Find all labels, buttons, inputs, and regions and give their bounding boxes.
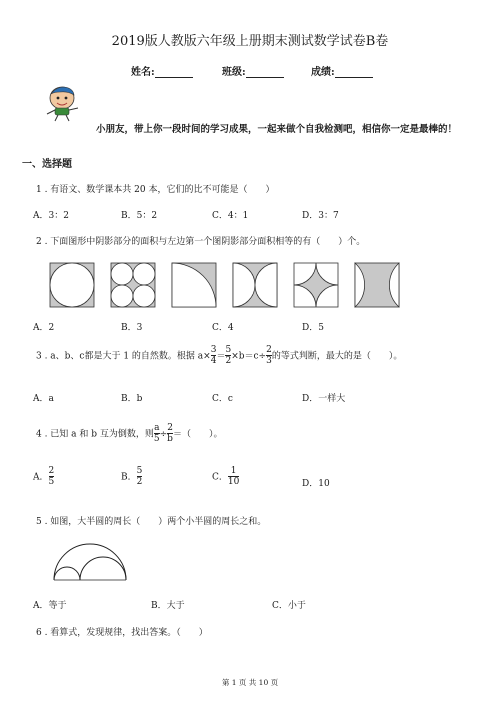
q3-option-b[interactable]: B．b xyxy=(121,394,143,404)
q1-option-b[interactable]: B．5：2 xyxy=(121,211,158,221)
mascot-illustration xyxy=(42,86,84,122)
class-field[interactable] xyxy=(222,63,284,78)
q4-option-a[interactable]: A． $\frac{2}{5}$ xyxy=(33,466,55,487)
name-label: 姓名: xyxy=(131,67,155,78)
q4-option-b[interactable]: B． $\frac{5}{2}$ xyxy=(121,466,143,487)
score-field[interactable] xyxy=(311,63,373,78)
score-label: 成绩: xyxy=(311,67,335,78)
q2-option-b[interactable]: B．3 xyxy=(121,323,143,333)
encouragement-text: 小朋友，带上你一段时间的学习成果，一起来做个自我检测吧，相信你一定是最棒的！ xyxy=(96,124,458,135)
q2-option-d[interactable]: D．5 xyxy=(302,323,324,333)
question-6: 6 . 看算式，发现规律，找出答案。（ ） xyxy=(36,628,208,638)
q2-option-c[interactable]: C．4 xyxy=(212,323,234,333)
q5-option-c[interactable]: C．小于 xyxy=(272,601,306,611)
q3-fraction-3: $\frac{2}{3}$ xyxy=(266,345,272,366)
question-5: 5 . 如图，大半圆的周长（ ）两个小半圆的周长之和。 xyxy=(36,517,267,527)
q3-option-c[interactable]: C．c xyxy=(212,394,233,404)
q4-fraction-1: $\frac{a}{5}$ xyxy=(153,423,160,444)
page-title: 2019版人教版六年级上册期末测试数学试卷B卷 xyxy=(111,34,389,49)
q2-option-a[interactable]: A．2 xyxy=(33,323,55,333)
class-label: 班级: xyxy=(222,67,246,78)
question-3 xyxy=(36,346,402,366)
q2-figures xyxy=(44,260,404,310)
name-blank[interactable] xyxy=(155,67,193,78)
section-choice-heading: 一、选择题 xyxy=(22,159,72,170)
q5-option-b[interactable]: B．大于 xyxy=(151,601,185,611)
q4-option-c[interactable]: C． $\frac{1}{10}$ xyxy=(212,466,240,487)
q3-option-a[interactable]: A．a xyxy=(33,394,54,404)
q4-pre: 4 . 已知 a 和 b 互为倒数，则 xyxy=(36,429,154,440)
q1-option-a[interactable]: A．3：2 xyxy=(33,211,69,221)
q3-fraction-1: $\frac{3}{4}$ xyxy=(210,345,217,366)
q3-pre: 3 . a、b、c都是大于 1 的自然数。根据 a× xyxy=(36,351,211,362)
page-footer: 第 1 页 共 10 页 xyxy=(221,678,279,687)
q3-option-d[interactable]: D．一样大 xyxy=(302,394,346,404)
class-blank[interactable] xyxy=(246,67,284,78)
name-field[interactable] xyxy=(131,63,193,78)
q5-option-a[interactable]: A．等于 xyxy=(33,601,67,611)
q2-figure-1 xyxy=(50,263,94,307)
q2-figure-5 xyxy=(294,263,338,307)
q3-post: 的等式判断，最大的是（ ）。 xyxy=(271,351,403,362)
q3-mid1: ＝ xyxy=(216,351,226,362)
question-4 xyxy=(36,424,222,444)
q1-option-d[interactable]: D．3：7 xyxy=(302,211,339,221)
score-blank[interactable] xyxy=(335,67,373,78)
q3-fraction-2: $\frac{5}{2}$ xyxy=(225,345,232,366)
q2-figure-2 xyxy=(111,263,155,307)
q4-fraction-2: $\frac{2}{b}$ xyxy=(167,423,173,444)
q4-post: ＝（ ）。 xyxy=(172,429,223,440)
q2-figure-3 xyxy=(172,263,216,307)
question-1: 1 . 有语文、数学课本共 20 本，它们的比不可能是（ ） xyxy=(36,185,275,195)
q4-op: ÷ xyxy=(159,429,168,440)
q4-option-d[interactable]: D．10 xyxy=(302,479,330,489)
q1-option-c[interactable]: C．4：1 xyxy=(212,211,249,221)
q2-figure-6 xyxy=(355,263,399,307)
q5-semicircle-figure xyxy=(50,538,130,584)
q3-mid2: ×b＝c÷ xyxy=(231,351,267,362)
q2-figure-4 xyxy=(233,263,277,307)
question-2: 2 . 下面图形中阴影部分的面积与左边第一个图阴影部分面积相等的有（ ）个。 xyxy=(36,237,366,247)
